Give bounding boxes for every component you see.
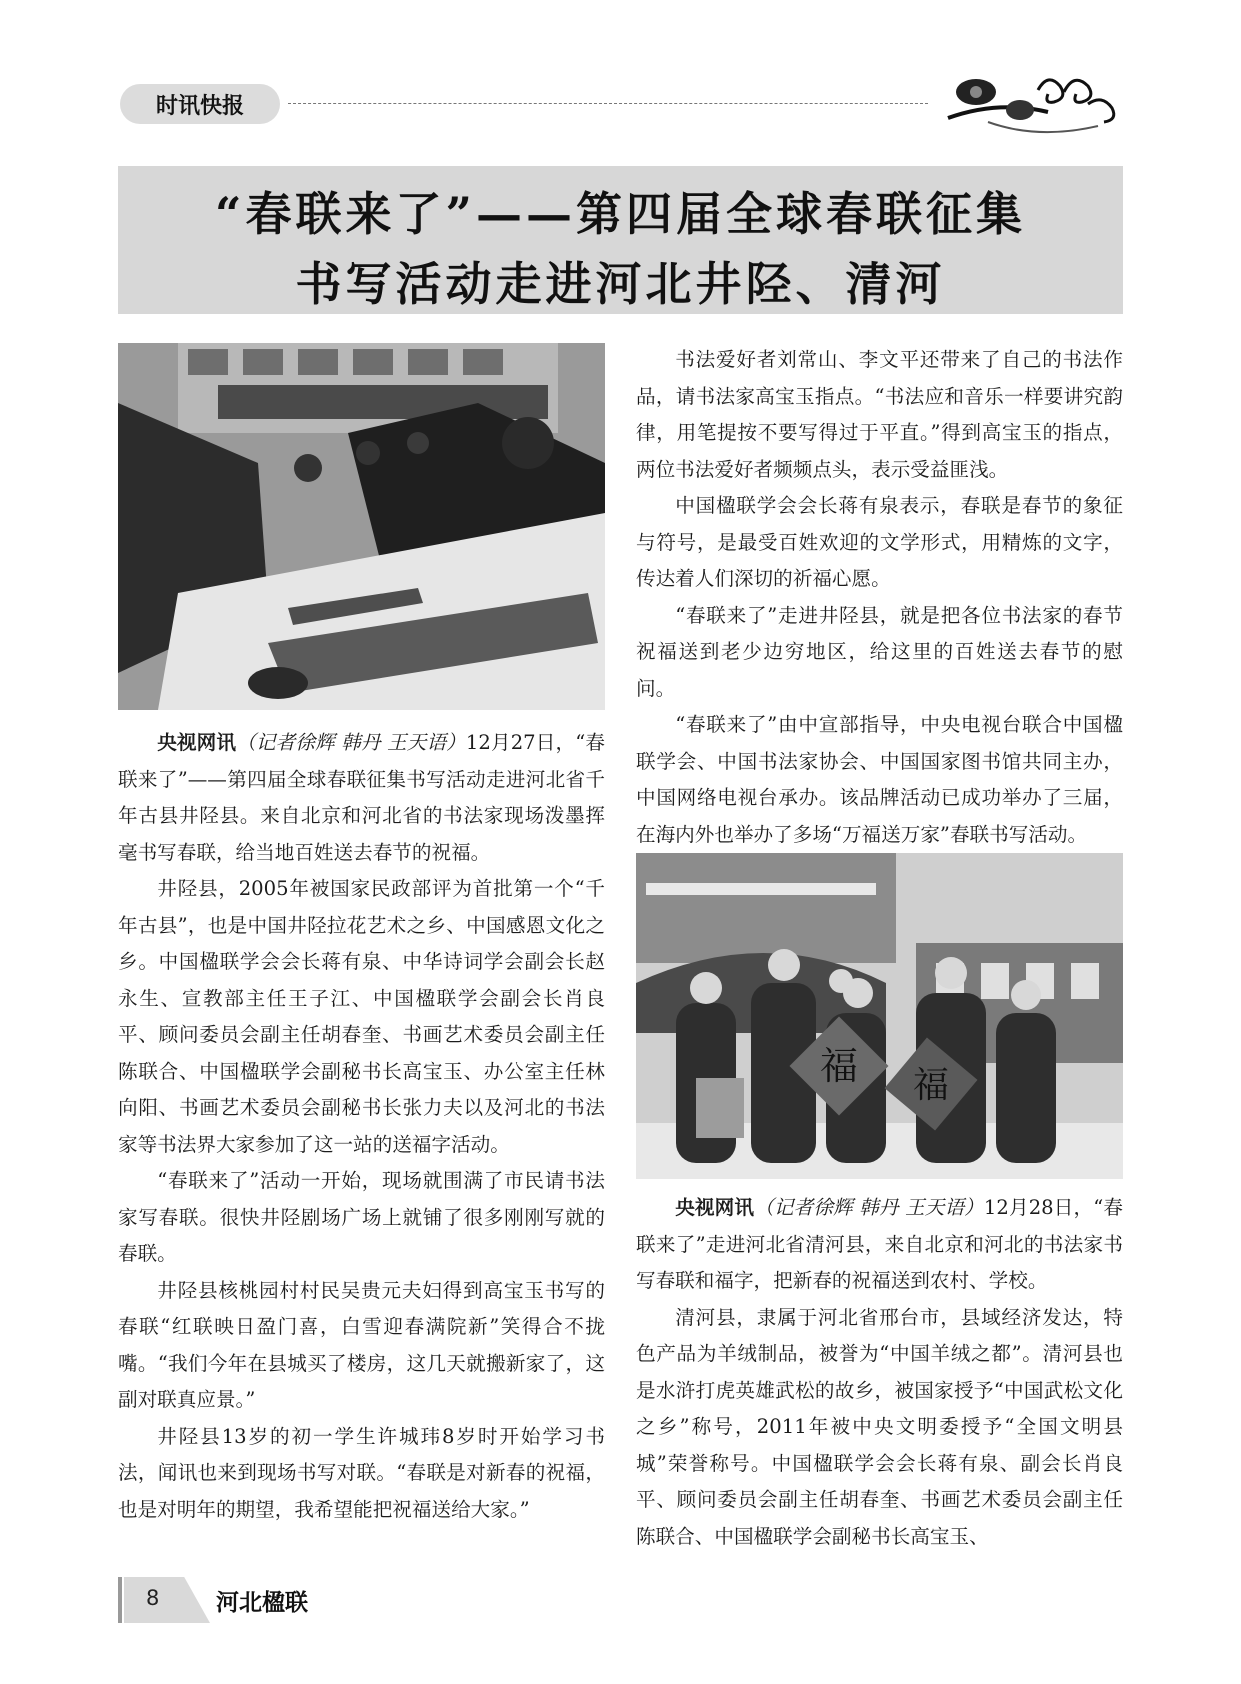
dateline-source: 央视网讯 — [675, 1196, 755, 1219]
right-column-bottom — [636, 1190, 1123, 1555]
paragraph — [118, 725, 605, 871]
left-column — [118, 725, 605, 1528]
article-title-line-1: “春联来了”——第四届全球春联征集 — [215, 187, 1026, 241]
footer-tab — [124, 1577, 210, 1623]
article-title-line-2: 书写活动走进河北井陉、清河 — [295, 257, 946, 311]
paragraph: “春联来了”由中宣部指导，中央电视台联合中国楹联学会、中国书法家协会、中国国家图书馆共同主办，中国网络电视台承办。该品牌活动已成功举办了三届，在海内外也举办了多场“万福送万家”春联书写活动。 — [636, 713, 1123, 846]
paragraph: 书法爱好者刘常山、李文平还带来了自己的书法作品，请书法家高宝玉指点。“书法应和音乐一样要讲究韵律，用笔提按不要写得过于平直。”得到高宝玉的指点，两位书法爱好者频频点头，表示受益匪浅。 — [636, 348, 1123, 481]
right-column-top — [636, 342, 1123, 853]
calligraphy-event-photo — [118, 343, 605, 710]
section-tab: 时讯快报 — [120, 84, 280, 124]
paragraph: “春联来了”活动一开始，现场就围满了市民请书法家写春联。很快井陉剧场广场上就铺了很多刚刚写就的春联。 — [118, 1169, 605, 1265]
paragraph: 井陉县核桃园村村民吴贵元夫妇得到高宝玉书写的春联“红联映日盈门喜，白雪迎春满院新”笑得合不拢嘴。“我们今年在县城买了楼房，这几天就搬新家了，这副对联真应景。” — [118, 1278, 605, 1411]
page-number: 8 — [146, 1586, 160, 1610]
dateline-source: 央视网讯 — [157, 731, 237, 754]
paragraph: “春联来了”走进井陉县，就是把各位书法家的春节祝福送到老少边穷地区，给这里的百姓送去春节的慰问。 — [636, 603, 1123, 700]
paragraph-text: 12月28日，“春联来了”走进河北省清河县，来自北京和河北的书法家书写春联和福字，把新春的祝福送到农村、学校。 — [636, 1196, 1123, 1292]
fu-character-2: 福 — [912, 1065, 950, 1106]
paragraph — [636, 1190, 1123, 1300]
fu-character-group-photo — [636, 853, 1123, 1179]
paragraph-text: 12月27日，“春联来了”——第四届全球春联征集书写活动走进河北省千年古县井陉县。来自北京和河北省的书法家现场泼墨挥毫书写春联，给当地百姓送去春节的祝福。 — [118, 731, 605, 864]
gourd-ornament-icon — [928, 70, 1124, 140]
byline: （记者徐辉 韩丹 王天语） — [754, 1196, 984, 1219]
fu-character-1: 福 — [819, 1044, 859, 1088]
paragraph: 中国楹联学会会长蒋有泉表示，春联是春节的象征与符号，是最受百姓欢迎的文学形式，用精炼的文字，传达着人们深切的祈福心愿。 — [636, 494, 1123, 590]
paragraph: 井陉县13岁的初一学生许城玮8岁时开始学习书法，闻讯也来到现场书写对联。“春联是对新春的祝福，也是对明年的期望，我希望能把祝福送给大家。” — [118, 1424, 605, 1521]
byline: （记者徐辉 韩丹 王天语） — [236, 731, 466, 754]
paragraph: 清河县，隶属于河北省邢台市，县域经济发达，特色产品为羊绒制品，被誉为“中国羊绒之都”。清河县也是水浒打虎英雄武松的故乡，被国家授予“中国武松文化之乡”称号，2011年被中央文明委授予“全国文明县城”荣誉称号。中国楹联学会会长蒋有泉、副会长肖良平、顾问委员会副主任胡春奎、书画艺术委员会副主任陈联合、中国楹联学会副秘书长高宝玉、 — [636, 1305, 1123, 1548]
magazine-name: 河北楹联 — [216, 1590, 308, 1616]
header-rule — [288, 103, 928, 104]
article-title-box — [118, 166, 1123, 314]
footer-bar — [118, 1577, 122, 1623]
paragraph: 井陉县，2005年被国家民政部评为首批第一个“千年古县”，也是中国井陉拉花艺术之乡、中国感恩文化之乡。中国楹联学会会长蒋有泉、中华诗词学会副会长赵永生、宣教部主任王子江、中国楹联学会副会长肖良平、顾问委员会副主任胡春奎、书画艺术委员会副主任陈联合、中国楹联学会副秘书长高宝玉、办公室主任林向阳、书画艺术委员会副秘书长张力夫以及河北的书法家等书法界大家参加了这一站的送福字活动。 — [118, 877, 605, 1156]
